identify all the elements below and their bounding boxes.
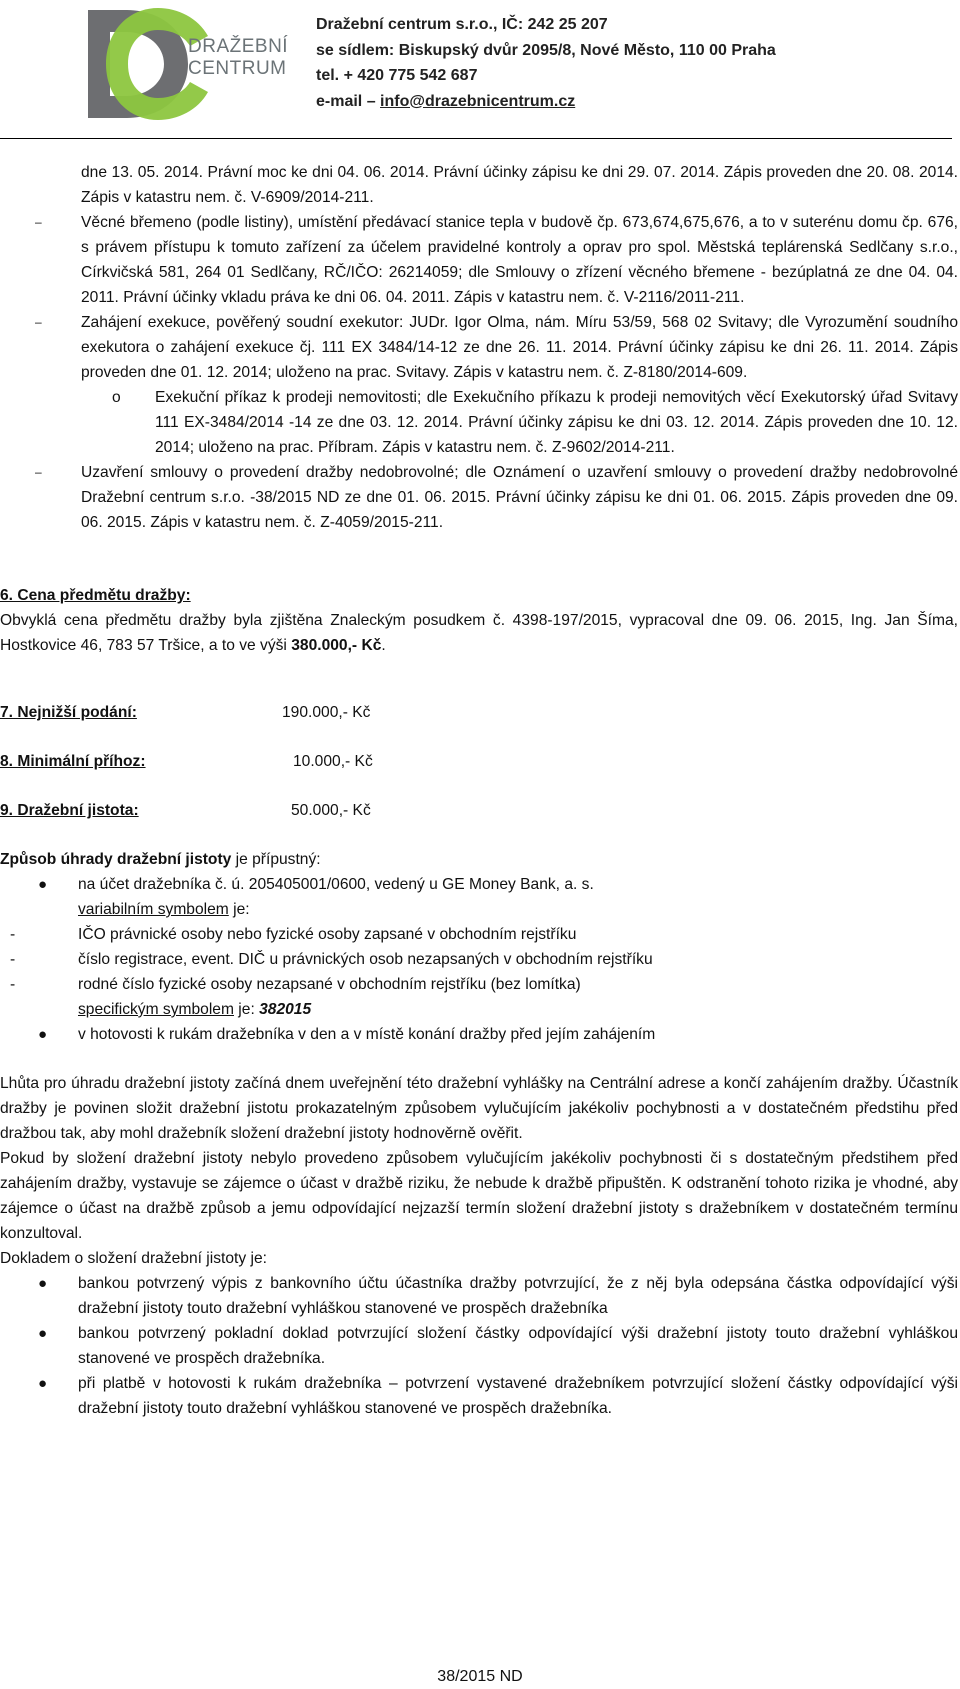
specific-symbol-line	[0, 997, 958, 1022]
risk-paragraph: Pokud by složení dražební jistoty nebylo provedeno způsobem vylučujícím jakékoliv pochybnosti či s dostatečným předstihem před zahájením dražby, vystavuje se zájemce o účast v dražbě riziku, že nebude k dražbě připuštěn. K odstranění tohoto rizika je vhodné, aby zájemce o účast na dražbě způsob a jemu odpovídající nejzazší termín složení dražební jistoty s dražebníkem v dostatečném termínu konzultoval.	[0, 1150, 958, 1242]
company-info	[316, 12, 776, 114]
proof-item	[0, 1321, 958, 1371]
document-body	[0, 160, 958, 1421]
price-text: Obvyklá cena předmětu dražby byla zjištěna Znaleckým posudkem č. 4398-197/2015, vypracoval dne 09. 06. 2015, Ing. Jan Šíma, Hostkovice 46, 783 57 Tršice, a to ve výši	[0, 612, 958, 654]
bullet-icon: ●	[38, 1325, 48, 1342]
cash-payment-text: v hotovosti k rukám dražebníka v den a v místě konání dražby před jejím zahájením	[78, 1026, 656, 1043]
dash-marker: -	[10, 976, 16, 993]
payment-heading-bold: Způsob úhrady dražební jistoty	[0, 851, 232, 868]
section9-row	[0, 798, 958, 823]
section8-heading: 8. Minimální příhoz:	[0, 753, 146, 770]
proof-item	[0, 1271, 958, 1321]
email-link[interactable]: info@drazebnicentrum.cz	[380, 92, 576, 110]
section9-heading: 9. Dražební jistota:	[0, 802, 139, 819]
variable-symbol-item	[0, 922, 958, 947]
proof-item	[0, 1371, 958, 1421]
circle-marker: o	[112, 389, 121, 406]
encumbrance-subitem	[0, 385, 958, 460]
email-label: e-mail –	[316, 92, 381, 110]
proof-text: při platbě v hotovosti k rukám dražebníka – potvrzení vystavené dražebníkem potvrzující složení částky odpovídající výši dražební jistoty touto dražební vyhláškou stanovené ve prospěch dražebníka.	[78, 1375, 958, 1417]
encumbrance-intro: dne 13. 05. 2014. Právní moc ke dni 04. 06. 2014. Právní účinky zápisu ke dni 29. 07. 2014. Zápis proveden dne 20. 08. 2014. Zápis v katastru nem. č. V-6909/2014-211.	[81, 164, 958, 206]
encumbrance-item	[0, 210, 958, 310]
encumbrance-item	[0, 310, 958, 385]
section7-heading: 7. Nejnižší podání:	[0, 704, 137, 721]
variable-symbol-text: číslo registrace, event. DIČ u právnických osob nezapsaných v obchodním rejstříku	[78, 951, 653, 968]
encumbrance-text: Věcné břemeno (podle listiny), umístění předávací stanice tepla v budově čp. 673,674,675,676, a to v suterénu domu čp. 676, s právem přístupu k tomuto zařízení za účelem pravidelné kontroly a oprav pro spol. Městská teplárenská Sedlčany s.r.o., Církvičská 581, 264 01 Sedlčany, RČ/IČO: 26214059; dle Smlouvy o zřízení věcného břemene - bezúplatná ze dne 04. 04. 2011. Právní účinky vkladu práva ke dni 06. 04. 2011. Zápis v katastru nem. č. V-2116/2011-211.	[81, 214, 958, 306]
letterhead	[0, 0, 960, 140]
proof-text: bankou potvrzený pokladní doklad potvrzující složení částky odpovídající výši dražební jistoty touto dražební vyhláškou stanovené ve prospěch dražebníka.	[78, 1325, 958, 1367]
dash-marker: –	[35, 215, 42, 229]
bullet-icon: ●	[38, 876, 48, 893]
price-text-end: .	[381, 637, 386, 654]
encumbrance-text: Zahájení exekuce, pověřený soudní exekutor: JUDr. Igor Olma, nám. Míru 53/59, 568 02 Svitavy; dle Vyrozumění soudního exekutora o zahájení exekuce čj. 111 EX 3484/14-12 ze dne 26. 11. 2014. Právní účinky zápisu ke dni 26. 11. 2014. Zápis proveden dne 01. 12. 2014; uloženo na prac. Svitavy. Zápis v katastru nem. č. Z-8180/2014-609.	[81, 314, 958, 381]
price-amount: 380.000,- Kč	[291, 637, 382, 654]
section6-text	[0, 608, 958, 658]
company-ico: , IČ: 242 25 207	[492, 16, 608, 33]
section7-row	[0, 700, 958, 725]
payment-bullet	[0, 1022, 958, 1047]
logo-wordmark	[188, 36, 288, 80]
encumbrance-item	[0, 460, 958, 535]
bullet-icon: ●	[38, 1275, 48, 1292]
bullet-icon: ●	[38, 1026, 48, 1043]
logo-line2: CENTRUM	[188, 58, 287, 79]
section8-row	[0, 749, 958, 774]
encumbrance-text: Exekuční příkaz k prodeji nemovitosti; dle Exekučního příkazu k prodeji nemovitých věcí Exekutorský úřad Svitavy 111 EX-3484/2014 -14 ze dne 03. 12. 2014. Právní účinky zápisu ke dni 03. 12. 2014. Zápis proveden dne 10. 12. 2014; uloženo na prac. Příbram. Zápis v katastru nem. č. Z-9602/2014-211.	[155, 389, 958, 456]
bullet-icon: ●	[38, 1375, 48, 1392]
dash-marker: -	[10, 951, 16, 968]
bank-account-text: na účet dražebníka č. ú. 205405001/0600, vedený u GE Money Bank, a. s.	[78, 876, 594, 893]
variable-symbol-rest: je:	[228, 901, 250, 918]
header-divider	[0, 138, 952, 139]
company-phone: tel. + 420 775 542 687	[316, 67, 478, 84]
specific-symbol-rest: je:	[233, 1001, 260, 1018]
section6-heading: 6. Cena předmětu dražby:	[0, 587, 191, 604]
encumbrance-text: Uzavření smlouvy o provedení dražby nedobrovolné; dle Oznámení o uzavření smlouvy o provedení dražby nedobrovolné Dražební centrum s.r.o. -38/2015 ND ze dne 01. 06. 2015. Právní účinky zápisu ke dni 01. 06. 2015. Zápis proveden dne 09. 06. 2015. Zápis v katastru nem. č. Z-4059/2015-211.	[81, 464, 958, 531]
dash-marker: –	[35, 315, 42, 329]
variable-symbol-text: IČO právnické osoby nebo fyzické osoby zapsané v obchodním rejstříku	[78, 926, 577, 943]
variable-symbol-item	[0, 972, 958, 997]
specific-symbol-value: 382015	[259, 1001, 312, 1018]
dash-marker: -	[10, 926, 16, 943]
payment-heading-rest: je přípustný:	[231, 851, 321, 868]
variable-symbol-text: rodné číslo fyzické osoby nezapsané v obchodním rejstříku (bez lomítka)	[78, 976, 581, 993]
proof-heading: Dokladem o složení dražební jistoty je:	[0, 1250, 267, 1267]
variable-symbol-line	[0, 897, 958, 922]
deadline-paragraph: Lhůta pro úhradu dražební jistoty začíná dnem uveřejnění této dražební vyhlášky na Centrální adrese a končí zahájením dražby. Účastník dražby je povinen složit dražební jistotu prokazatelným způsobem vylučujícím jakékoliv pochybnosti a v dostatečném předstihu před dražbou tak, aby mohl dražebník složení dražební jistoty hodnověrně ověřit.	[0, 1075, 958, 1142]
payment-bullet	[0, 872, 958, 897]
logo-line1: DRAŽEBNÍ	[188, 36, 289, 57]
section9-value: 50.000,- Kč	[291, 802, 371, 819]
dash-marker: –	[35, 465, 42, 479]
section7-value: 190.000,- Kč	[282, 704, 371, 721]
company-address: se sídlem: Biskupský dvůr 2095/8, Nové Město, 110 00 Praha	[316, 41, 776, 59]
section8-value: 10.000,- Kč	[293, 753, 373, 770]
variable-symbol-label: variabilním symbolem	[78, 901, 229, 918]
proof-text: bankou potvrzený výpis z bankovního účtu účastníka dražby potvrzující, že z něj byla odepsána částka odpovídající výši dražební jistoty touto dražební vyhláškou stanovené ve prospěch dražebníka	[78, 1275, 958, 1317]
variable-symbol-item	[0, 947, 958, 972]
specific-symbol-label: specifickým symbolem	[78, 1001, 234, 1018]
company-name: Dražební centrum s.r.o.	[316, 16, 493, 33]
page-footer: 38/2015 ND	[437, 1668, 523, 1685]
payment-heading	[0, 847, 958, 872]
